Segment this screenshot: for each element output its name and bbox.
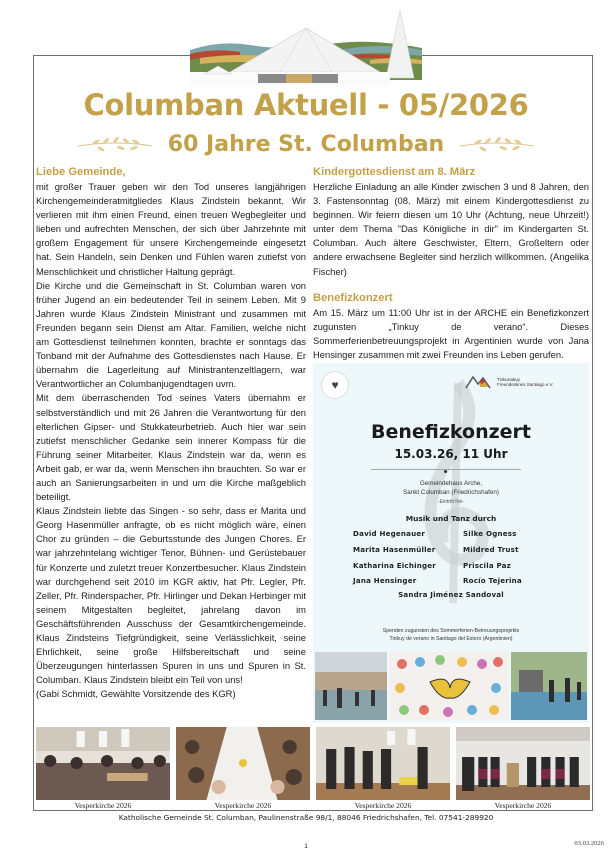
obituary-heading: Liebe Gemeinde, (36, 166, 126, 178)
photo-item (316, 727, 450, 811)
vesperkirche-photo (176, 727, 310, 800)
vesperkirche-photo (36, 727, 170, 800)
photo-playground (315, 652, 387, 720)
footer-address: Katholische Gemeinde St. Columban, Paulinenstraße 98/1, 88046 Friedrichshafen, Tel. 07541-289920 (118, 813, 494, 822)
poster-photos (315, 652, 587, 720)
subtitle-row (0, 128, 612, 160)
venue-line: Sankt Columban (Friedrichshafen) (403, 489, 499, 496)
photo-caption: Vesperkirche 2026 (494, 801, 552, 810)
photo-handprint-banner (390, 652, 508, 720)
freundeskreis-logo (465, 375, 553, 389)
laurel-sprig-right-icon (458, 134, 536, 154)
performer-name: Katharina Eichinger (353, 560, 436, 570)
performer-name: Mildred Trust (463, 544, 519, 554)
org-name: Tinkunakuy (497, 376, 520, 382)
performer-name: Jana Hensinger (353, 576, 417, 586)
performer-name: Marita Hasenmüller (353, 544, 436, 554)
photo-caption: Vesperkirche 2026 (354, 801, 412, 810)
obituary-article (36, 165, 306, 701)
church-banner-illustration (190, 10, 422, 88)
obituary-paragraph: Die Kirche und die Gemeinschaft in St. Columban waren von früher Jugend an ein bedeutender Teil in seinem Leben. Mit 9 Jahren wurde Klaus Zindstein Ministrant und zusammen mit Freunden begann sein Dienst am Altar. Familien, welche nicht am Gottesdienst teilnehmen konnten, brachte er sonntags das Tonband mit der Aufnahme des Gottesdienstes nach Hause. Er übernahm die Lagerleitung auf Ministrantenzeltlagern, war Verantwortlicher an Columbanjugendtagen uvm. (36, 279, 306, 390)
poster-donation-note (313, 627, 589, 643)
photo-caption: Vesperkirche 2026 (74, 801, 132, 810)
vesperkirche-photo (456, 727, 590, 800)
laurel-sprig-left-icon (76, 134, 154, 154)
photo-item (456, 727, 590, 811)
performer-name: Sandra Jiménez Sandoval (398, 590, 504, 599)
print-date: 03.03.2026 (574, 840, 604, 847)
obituary-paragraph: Klaus Zindstein liebte das Singen - so sehr, dass er Marita und Georg Hasenmüller anfragte, ob es nicht möglich wäre, einen Chor zu gründen – die Geburtsstunde des Jungen Chores. Er war jahrzehntelang wichtiger Tenor, Bühnen- und Gerüstebauer für Konzerte und zuletzt treuer Konzertbesucher. Klaus Zindstein war durchgehend seit 2010 im KGR aktiv, hat Pfr. Legler, Pfr. Zeller, Pfr. Rinderspacher, Pfr. Hirlinger und Dekan Herbinger mit seinem Mitgestalten begleitet, jahrelang davon im Geschäftsführenden Ausschuss der Gesamtkirchengemeinde. Klaus Zindsteins Tiefgründigkeit, seine Verlässlichkeit, seine Ehrlichkeit, seine große Hilfsbereitschaft und seine Überzeugungen hinterlassen Spuren in uns und Spuren in St. Columban. Klaus Zindstein bleibt ein Teil von uns! (36, 505, 306, 686)
performer-name: Silke Ogness (463, 529, 517, 538)
concert-poster (313, 363, 589, 723)
kids-service-heading: Kindergottesdienst am 8. März (313, 166, 476, 178)
poster-music-heading: Musik und Tanz durch (405, 514, 497, 523)
poster-divider-dot (444, 470, 447, 473)
poster-venue (313, 479, 589, 497)
photo-outdoor-group (511, 652, 587, 720)
vesperkirche-photo-strip (34, 727, 592, 811)
page-number: 1 (304, 843, 308, 850)
poster-date: 15.03.26, 11 Uhr (394, 447, 508, 461)
vesperkirche-photo (316, 727, 450, 800)
obituary-paragraph: mit großer Trauer geben wir den Tod unseres langjährigen Kirchengemeinderatmitgliedes Klaus Zindstein bekannt. Wir verlieren mit ihm einen Freund, einen treuen Wegbegleiter und lieben und aufrechten Menschen, der sich über Jahrzehnte mit großem Engagement für unsere Kirchengemeinde eingesetzt hat. Sein Handeln, sein Denken und Fühlen waren zutiefst von Menschlichkeit und christlicher Haltung geprägt. (36, 181, 306, 277)
right-column-articles (313, 165, 589, 362)
photo-item (36, 727, 170, 811)
donation-line: Spenden zugunsten des Sommerferien-Betreuungsprojekts (382, 628, 520, 634)
newsletter-title: Columban Aktuell - 05/2026 (83, 88, 529, 122)
tinkuy-logo: ♥ (321, 371, 349, 399)
concert-text: Am 15. März um 11:00 Uhr ist in der ARCHE ein Benefizkonzert zugunsten „Tinkuy de verano“. Dieses Sommerferienbetreuungsprojekt in Argentinien wurde von Jana Hensinger zusammen mit zwei Freunden ins Leben gerufen. (313, 306, 589, 360)
mountain-flag-icon (465, 375, 491, 389)
venue-line: Gemeindehaus Arche, (419, 480, 483, 487)
performer-list (353, 529, 563, 585)
obituary-signature: (Gabi Schmidt, Gewählte Vorsitzende des KGR) (36, 688, 236, 700)
poster-title: Benefizkonzert (370, 421, 532, 443)
org-subtitle: Freundeskreis Santiago e.V. (497, 382, 554, 387)
performer-name: Rocío Tejerina (463, 576, 522, 586)
photo-item (176, 727, 310, 811)
newsletter-subtitle: 60 Jahre St. Columban (167, 131, 445, 157)
performer-name: Priscila Paz (463, 560, 511, 570)
poster-admission: -Eintritt frei- (438, 499, 464, 505)
performer-name: David Hegenauer (353, 529, 426, 538)
donation-line: Tinkuy de verano in Santiago del Estero (Argentinien) (389, 636, 513, 642)
obituary-paragraph: Mit dem überraschenden Tod seines Vaters übernahm er selbstverständlich und mit 26 Jahren die Verantwortung für den elterlichen Gipser- und Stukkateurbetrieb. Auch hier war sein zutiefst menschlicher Gedanke sein innerer Kompass für die Führung seiner Mitarbeiter. Klaus Zindstein war da, wenn es Arbeit gab, er war da, wenn Menschen ihn brauchten. So war er auch an Sanierungsarbeiten in und um die Kirche maßgeblich beteiligt. (36, 392, 306, 503)
kids-service-text: Herzliche Einladung an alle Kinder zwischen 3 und 8 Jahren, den 3. Fastensonntag (08. März) mit einem Kindergottesdienst zu beginnen. Wir feiern diesen um 10 Uhr (Achtung, neue Uhrzeit!) unter dem Thema "Das Königliche in dir" im Kindergarten St. Columban. Auch ältere Geschwister, Eltern, Großeltern oder andere erwachsene Begleiter sind herzlich willkommen. (Angelika Fischer) (313, 181, 589, 277)
concert-heading: Benefizkonzert (313, 291, 393, 304)
photo-caption: Vesperkirche 2026 (214, 801, 272, 810)
